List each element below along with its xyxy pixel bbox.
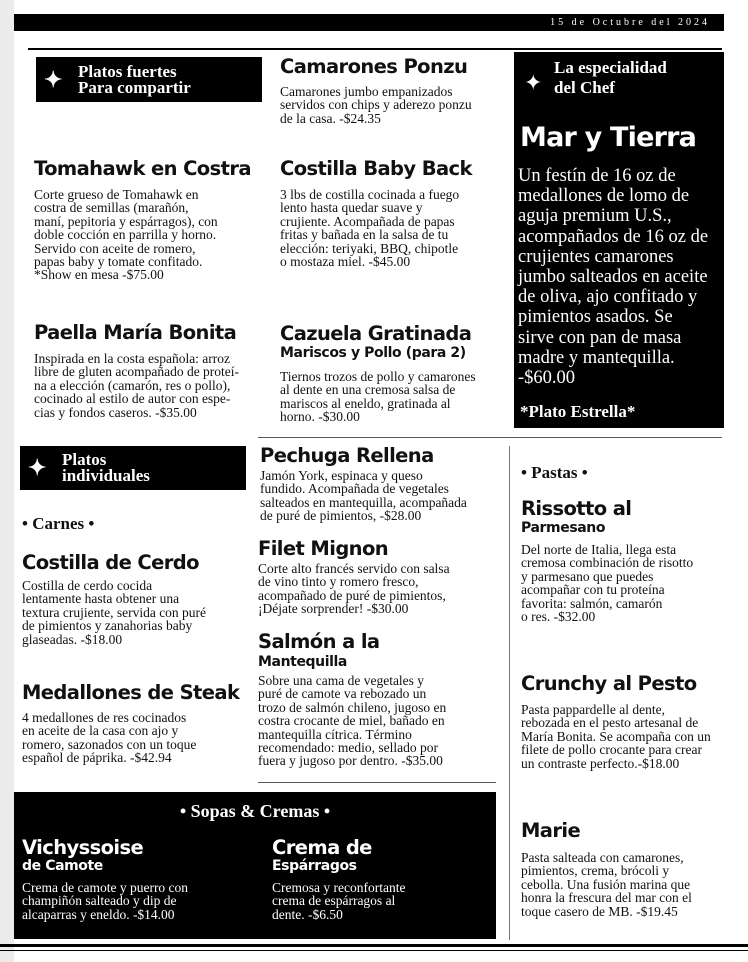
dish-desc-camarones: Camarones jumbo empanizados servidos con chips y aderezo ponzu de la casa. -$24.35 (280, 84, 472, 126)
dish-title-marie: Marie (521, 819, 581, 842)
dish-desc-rissotto: Del norte de Italia, llega esta cremosa combinación de risotto y parmesano que puedes acompañar con tu proteína favorita: salmón, camarón o res. -$32.00 (521, 542, 694, 625)
section-carnes: • Carnes • (22, 514, 95, 533)
dish-desc-costilla-cerdo: Costilla de cerdo cocida lentamente hasta obtener una textura crujiente, servida con puré de pimientos y zanahorias baby glaseadas. -$18.00 (22, 578, 207, 647)
date-banner: 15 de Octubre del 2024 (14, 14, 724, 31)
sopas-box (14, 792, 496, 939)
section-sopas: • Sopas & Cremas • (179, 801, 331, 821)
dish-desc-salmon: Sobre una cama de vegetales y puré de camote va rebozado un trozo de salmón chileno, jugoso en costra crocante de miel, bañado en mantequilla cítrica. Término recomendado: medio, sellado por fuera y jugoso por dentro. -$35.00 (258, 673, 447, 769)
top-divider (28, 48, 722, 50)
bottom-rule (0, 944, 748, 947)
section-individuales-line2: individuales (62, 466, 150, 485)
dish-title-costilla-baby: Costilla Baby Back (280, 157, 472, 180)
dish-title-tomahawk: Tomahawk en Costra (34, 157, 251, 180)
star-icon: ✦ (524, 70, 543, 95)
section-especialidad-title (554, 58, 667, 98)
dish-subtitle-crema-esparragos: Espárragos (272, 858, 357, 874)
dish-desc-medallones: 4 medallones de res cocinados en aceite de la casa con ajo y romero, sazonados con un toque español de páprika. -$42.94 (22, 710, 197, 766)
dish-title-costilla-cerdo: Costilla de Cerdo (22, 551, 199, 574)
section-fuertes-line1: Platos fuertes (78, 61, 177, 81)
dish-desc-marie: Pasta salteada con camarones, pimientos, crema, brócoli y cebolla. Una fusión marina que honra la frescura del mar con el toque casero de MB. -$19.45 (521, 850, 692, 919)
dish-title-crunchy: Crunchy al Pesto (521, 672, 697, 695)
dish-title-rissotto: Rissotto al (521, 497, 632, 520)
column-divider (509, 446, 510, 940)
dish-desc-mar-tierra: Un festín de 16 oz de medallones de lomo de aguja premium U.S., acompañados de 16 oz de crujientes camarones jumbo salteados en aceite de oliva, ajo confitado y pimientos asados. Se sirve con pan de masa madre y mantequilla. -$60.00 (518, 166, 709, 389)
dish-desc-crunchy: Pasta pappardelle al dente, rebozada en el pesto artesanal de María Bonita. Se acompaña con un filete de pollo crocante para crear un contraste perfecto.-$18.00 (521, 702, 711, 771)
dish-title-pechuga: Pechuga Rellena (260, 444, 434, 467)
dish-desc-costilla-baby: 3 lbs de costilla cocinada a fuego lento hasta quedar suave y crujiente. Acompañada de papas fritas y bañada en la salsa de tu elección: teriyaki, BBQ, chipotle o mostaza miel. -$45.00 (280, 187, 460, 270)
lower-divider (258, 782, 496, 783)
dish-title-paella: Paella María Bonita (34, 321, 237, 344)
section-especialidad-line2: del Chef (554, 78, 615, 97)
dish-desc-vichyssoise: Crema de camote y puerro con champiñón salteado y dip de alcaparras y eneldo. -$14.00 (22, 880, 189, 922)
section-individuales-line1: Platos (62, 450, 107, 469)
section-tag-individuales (20, 446, 246, 490)
dish-title-salmon: Salmón a la (258, 630, 380, 653)
dish-subtitle-rissotto: Parmesano (521, 520, 606, 536)
section-fuertes-line2: Para compartir (78, 77, 191, 97)
dish-desc-cazuela: Tiernos trozos de pollo y camarones al dente en una cremosa salsa de mariscos al eneldo, gratinada al horno. -$30.00 (280, 369, 476, 425)
dish-title-camarones: Camarones Ponzu (280, 55, 468, 78)
dish-title-vichyssoise: Vichyssoise (22, 836, 144, 859)
dish-subtitle-cazuela: Mariscos y Pollo (para 2) (280, 345, 466, 361)
dish-subtitle-vichyssoise: de Camote (22, 858, 103, 874)
dish-desc-paella: Inspirada en la costa española: arroz libre de gluten acompañado de proteí- na a elección (camarón, res o pollo), cocinado al estilo de autor con espe- cias y fondos caseros. -$35.00 (34, 351, 240, 420)
bottom-rule-thin (0, 950, 748, 951)
section-tag-fuertes (36, 57, 262, 102)
dish-title-mar-tierra: Mar y Tierra (520, 122, 697, 153)
dish-desc-crema-esparragos: Cremosa y reconfortante crema de espárragos al dente. -$6.50 (272, 880, 406, 922)
section-especialidad-line1: La especialidad (554, 58, 667, 77)
dish-desc-tomahawk: Corte grueso de Tomahawk en costra de semillas (marañón, maní, pepitoria y espárragos), con doble cocción en parrilla y horno. Servido con aceite de romero, papas baby y tomate confitado. *Show en mesa -$75.00 (34, 187, 218, 283)
dish-title-crema-esparragos: Crema de (272, 836, 372, 859)
section-pastas: • Pastas • (521, 463, 588, 482)
middle-divider (258, 437, 722, 438)
dish-title-filet: Filet Mignon (258, 537, 389, 560)
star-icon: ✦ (28, 455, 47, 480)
chef-special-box (514, 52, 724, 428)
dish-desc-pechuga: Jamón York, espinaca y queso fundido. Acompañada de vegetales salteados en mantequilla, acompañada de puré de pimientos, -$28.00 (260, 468, 467, 524)
dish-desc-filet: Corte alto francés servido con salsa de vino tinto y romero fresco, acompañado de puré de pimientos, ¡Déjate sorprender! -$30.00 (258, 561, 450, 617)
dish-title-cazuela: Cazuela Gratinada (280, 322, 472, 345)
dish-subtitle-salmon: Mantequilla (258, 654, 347, 670)
star-icon: ✦ (44, 66, 63, 92)
dish-title-medallones: Medallones de Steak (22, 681, 240, 704)
dish-note-mar-tierra: *Plato Estrella* (520, 402, 636, 421)
